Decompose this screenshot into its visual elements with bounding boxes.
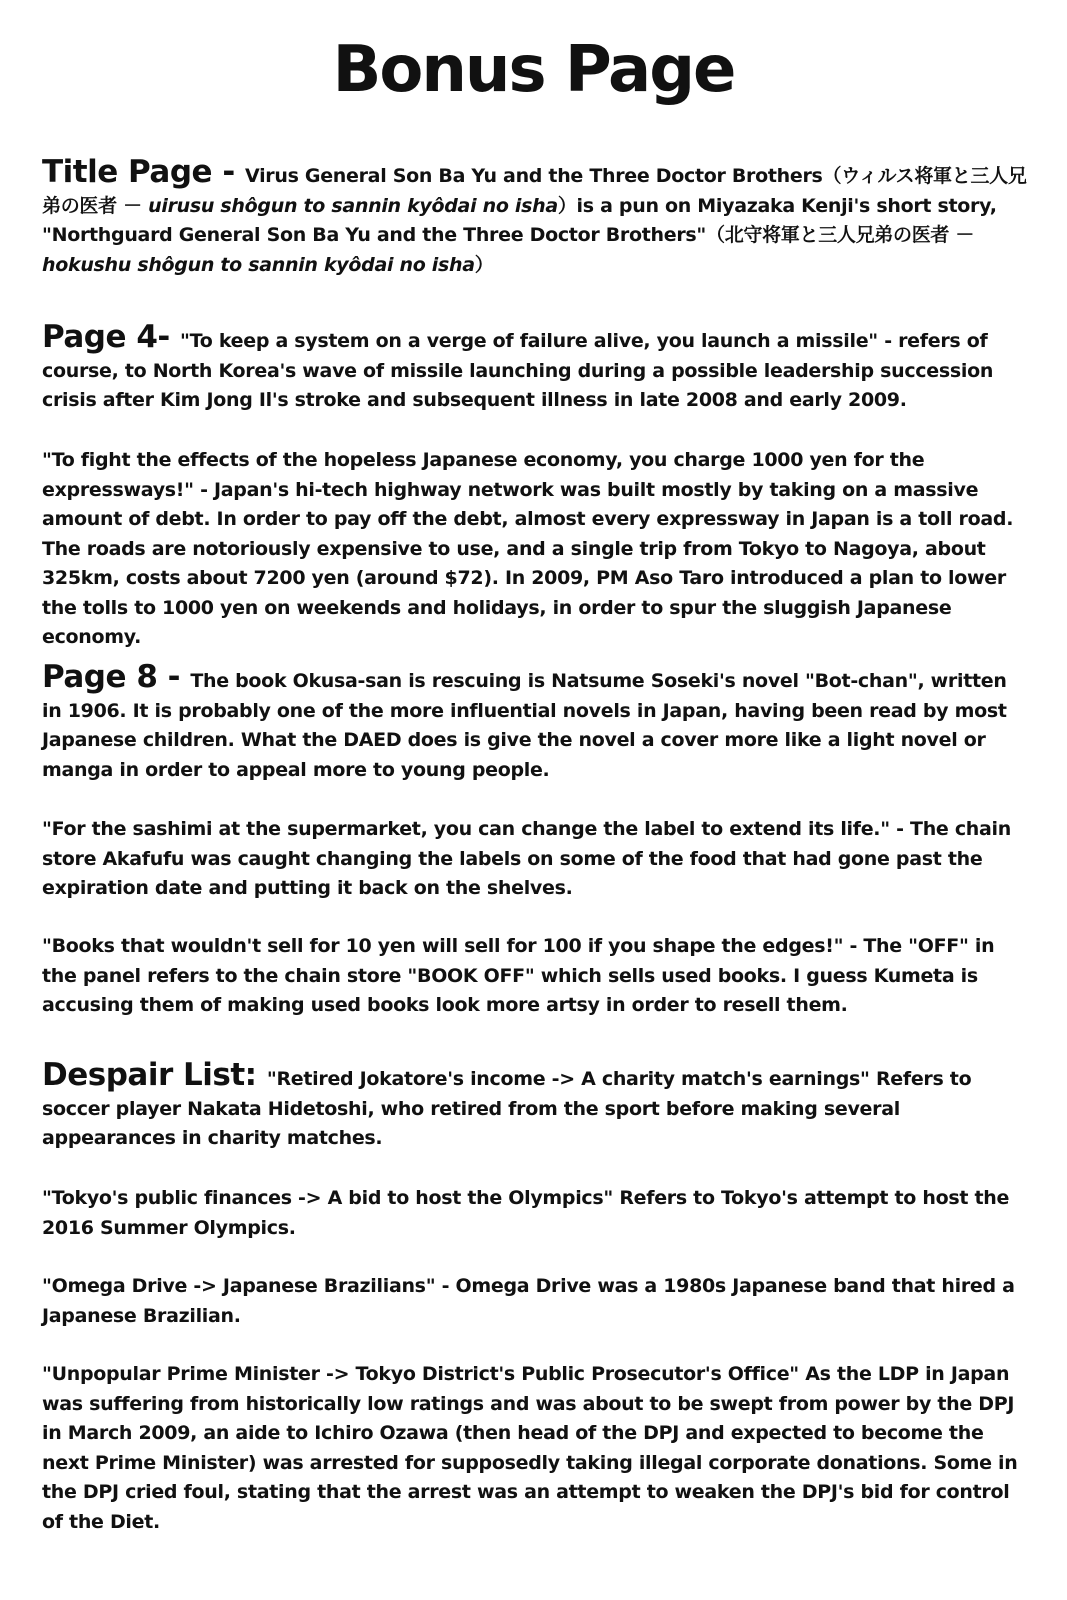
paragraph: "Unpopular Prime Minister -> Tokyo District's Public Prosecutor's Office" As the LDP in Japan was suffering from historically low ratings and was about to be swept from power by the DPJ in March 2009, an aide to Ichiro Ozawa (then head of the DPJ and expected to become the next Prime Minister) was arrested for supposedly taking illegal corporate donations. Some in the DPJ cried foul, stating that the arrest was an attempt to weaken the DPJ's bid for control of the Diet. [42, 1363, 1018, 1533]
romaji-text: uirusu shôgun to sannin kyôdai no isha [148, 194, 558, 217]
paragraph: "Tokyo's public finances -> A bid to host the Olympics" Refers to Tokyo's attempt to host the 2016 Summer Olympics. [42, 1187, 1010, 1239]
section-despair-list [42, 1057, 1032, 1154]
section-heading: Page 8 - [42, 659, 191, 695]
paragraph: "Books that wouldn't sell for 10 yen will sell for 100 if you shape the edges!" - The "OFF" in the panel refers to the chain store "BOOK OFF" which sells used books. I guess Kumeta is accusing them of making used books look more artsy in order to resell them. [42, 935, 995, 1016]
section-heading: Despair List: [42, 1057, 267, 1093]
paragraph: "To fight the effects of the hopeless Japanese economy, you charge 1000 yen for the expressways!" - Japan's hi-tech highway network was built mostly by taking on a massive amount of debt. In order to pay off the debt, almost every expressway in Japan is a toll road. The roads are notoriously expensive to use, and a single trip from Tokyo to Nagoya, about 325km, costs about 7200 yen (around $72). In 2009, PM Aso Taro introduced a plan to lower the tolls to 1000 yen on weekends and holidays, in order to spur the sluggish Japanese economy. [42, 449, 1014, 648]
section-title-page [42, 154, 1032, 280]
paragraph: "For the sashimi at the supermarket, you can change the label to extend its life." - The chain store Akafufu was caught changing the labels on some of the food that had gone past the expiration date and putting it back on the shelves. [42, 818, 1011, 899]
section-text: ） [474, 253, 494, 276]
paragraph: "To keep a system on a verge of failure alive, you launch a missile" - refers of course, to North Korea's wave of missile launching during a possible leadership succession crisis after Kim Jong Il's stroke and subsequent illness in late 2008 and early 2009. [42, 330, 994, 411]
paragraph: "Omega Drive -> Japanese Brazilians" - Omega Drive was a 1980s Japanese band that hired a Japanese Brazilian. [42, 1275, 1015, 1327]
section-text: ）is a pun on Miyazaka Kenji's short story, "Northguard General Son Ba Yu and the Three Doctor Brothers"（北守将軍と三人兄弟の医者 － [42, 194, 997, 246]
section-text: Virus General Son Ba Yu and the Three Doctor Brothers（ウィルス将軍と三人兄弟の医者 － [42, 165, 1027, 217]
section-page-4 [42, 319, 1032, 416]
paragraph: "Retired Jokatore's income -> A charity match's earnings" Refers to soccer player Nakata Hidetoshi, who retired from the sport before making several appearances in charity matches. [42, 1068, 972, 1149]
section-heading: Page 4- [42, 319, 181, 355]
romaji-text: hokushu shôgun to sannin kyôdai no isha [42, 253, 475, 276]
page-title: Bonus Page [332, 33, 735, 107]
paragraph: The book Okusa-san is rescuing is Natsume Soseki's novel "Bot-chan", written in 1906. It is probably one of the more influential novels in Japan, having been read by most Japanese children. What the DAED does is give the novel a cover more like a light novel or manga in order to appeal more to young people. [42, 670, 1007, 781]
section-heading: Title Page - [42, 154, 246, 190]
section-page-8 [42, 659, 1032, 785]
